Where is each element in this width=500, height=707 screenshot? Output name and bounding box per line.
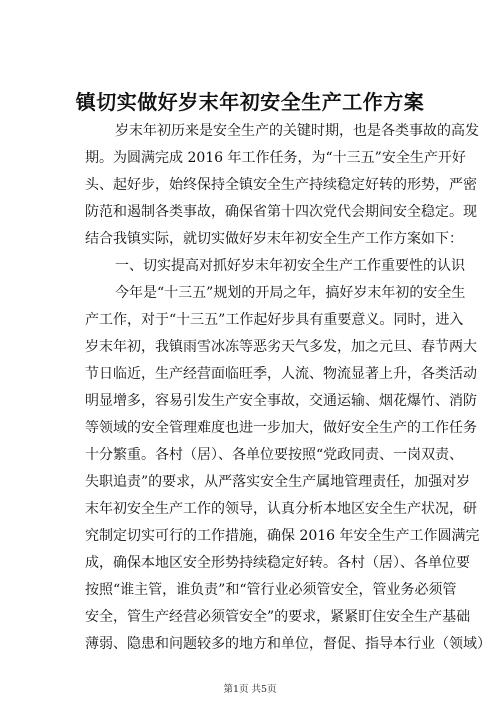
- paragraph-line: 产工作，对于“十三五”工作起好步具有重要意义。同时，进入: [85, 312, 464, 328]
- paragraph-line: 防范和遏制各类事故，确保省第十四次党代会期间安全稳定。现: [85, 204, 477, 220]
- page-number-footer: 第1页 共5页: [223, 684, 277, 695]
- paragraph-line: 成，确保本地区安全形势持续稳定好转。各村（居）、各单位要: [85, 555, 470, 571]
- paragraph-line: 结合我镇实际，就切实做好岁末年初安全生产工作方案如下：: [85, 231, 463, 247]
- section-heading: 一、切实提高对抓好岁末年初安全生产工作重要性的认识: [115, 258, 465, 274]
- paragraph-line: 安全，管生产经营必须管安全”的要求，紧紧盯住安全生产基础: [85, 609, 471, 625]
- paragraph-line: 失职追责”的要求，从严落实安全生产属地管理责任，加强对岁: [85, 474, 471, 490]
- paragraph-line: 节日临近，生产经营面临旺季，人流、物流显著上升，各类活动: [85, 366, 477, 382]
- paragraph-line: 期。为圆满完成 2016 年工作任务，为“十三五”安全生产开好: [85, 150, 466, 166]
- paragraph-line: 十分繁重。各村（居）、各单位要按照“党政同责、一岗双责、: [85, 447, 464, 463]
- paragraph-line: 岁末年初，我镇雨雪冰冻等恶劣天气多发，加之元旦、春节两大: [85, 339, 477, 355]
- paragraph-line: 今年是“十三五”规划的开局之年，搞好岁末年初的安全生: [115, 285, 466, 301]
- paragraph-line: 按照“谁主管，谁负责”和“管行业必须管安全，管业务必须管: [85, 582, 457, 598]
- document-body: [85, 118, 491, 658]
- document-title: 镇切实做好岁末年初安全生产工作方案: [75, 90, 425, 114]
- paragraph-line: 末年初安全生产工作的领导，认真分析本地区安全生产状况，研: [85, 501, 477, 517]
- paragraph-line: 究制定切实可行的工作措施，确保 2016 年安全生产工作圆满完: [85, 528, 480, 544]
- paragraph-line: 岁末年初历来是安全生产的关键时期，也是各类事故的高发: [115, 123, 479, 139]
- paragraph-line: 薄弱、隐患和问题较多的地方和单位，督促、指导本行业（领域）: [85, 636, 491, 652]
- paragraph-line: 头、起好步，始终保持全镇安全生产持续稳定好转的形势，严密: [85, 177, 477, 193]
- paragraph-line: 等领域的安全管理难度也进一步加大，做好安全生产的工作任务: [85, 420, 477, 436]
- paragraph-line: 明显增多，容易引发生产安全事故，交通运输、烟花爆竹、消防: [85, 393, 477, 409]
